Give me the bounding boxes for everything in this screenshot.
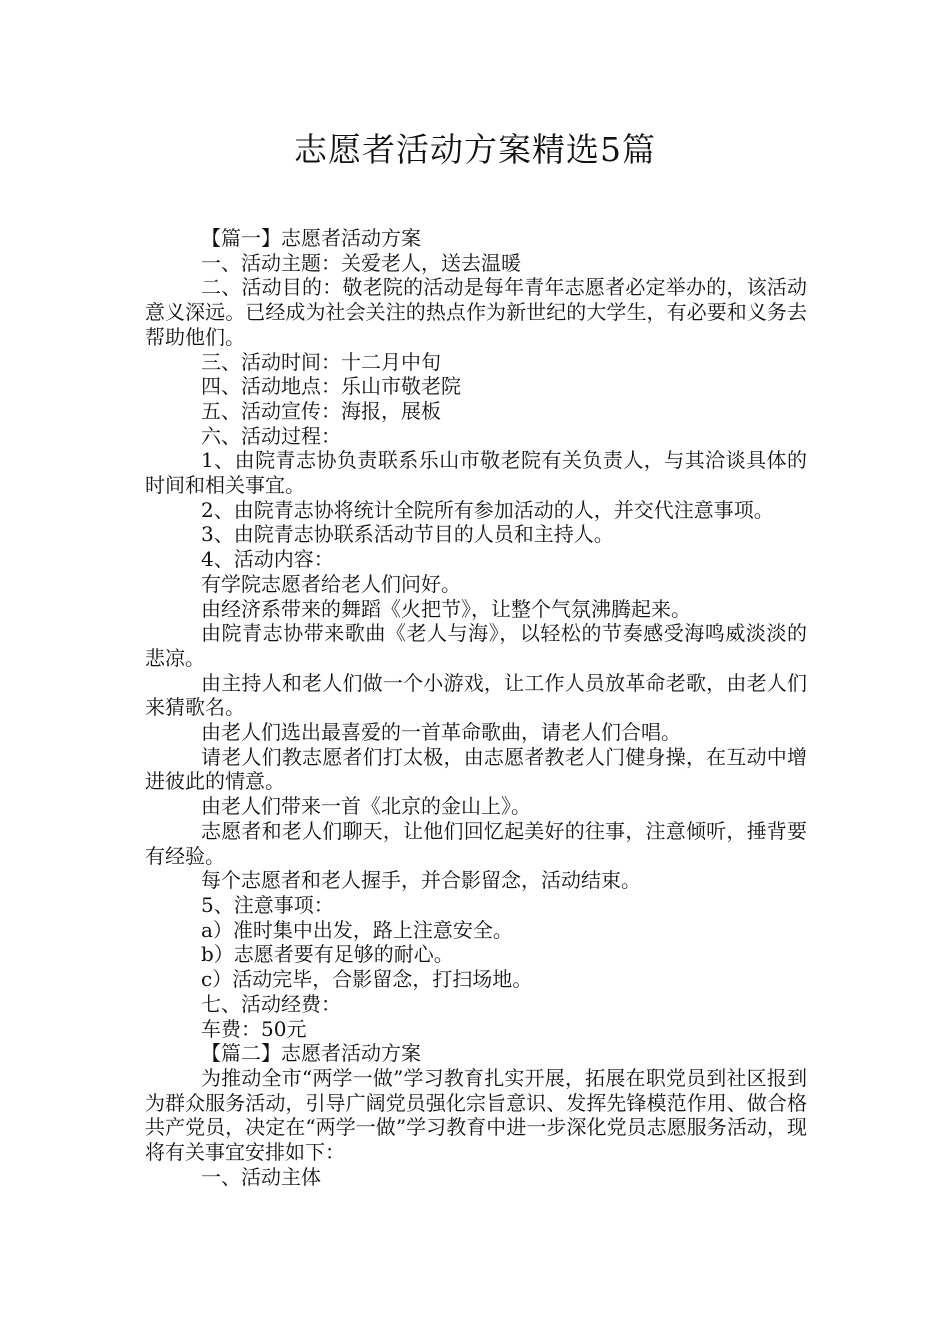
paragraph: 【篇二】志愿者活动方案: [201, 1041, 421, 1066]
document-title: 志愿者活动方案精选5篇: [294, 130, 656, 169]
paragraph: 请老人们教志愿者们打太极，由志愿者教老人门健身操，在互动中增进彼此的情意。: [145, 744, 807, 794]
paragraph: 由院青志协带来歌曲《老人与海》，以轻松的节奏感受海鸣威淡淡的悲凉。: [145, 621, 807, 670]
paragraph: 4、活动内容：: [201, 547, 334, 572]
paragraph: 1、由院青志协负责联系乐山市敬老院有关负责人，与其洽谈具体的时间和相关事宜。: [145, 448, 807, 498]
paragraph: 由老人们选出最喜爱的一首革命歌曲，请老人们合唱。: [201, 720, 681, 745]
paragraph: 有学院志愿者给老人们问好。: [201, 571, 461, 596]
paragraph: 每个志愿者和老人握手，并合影留念，活动结束。: [201, 868, 641, 893]
paragraph: 志愿者和老人们聊天，让他们回忆起美好的往事，注意倾听，捶背要有经验。: [145, 818, 807, 868]
paragraph: 由老人们带来一首《北京的金山上》。: [201, 794, 531, 819]
paragraph: 3、由院青志协联系活动节目的人员和主持人。: [201, 522, 614, 547]
paragraph: a）准时集中出发，路上注意安全。: [201, 917, 513, 942]
paragraph: 为推动全市“两学一做”学习教育扎实开展，拓展在职党员到社区报到为群众服务活动，引导广阔党员强化宗旨意识、发挥先锋模范作用、做合格共产党员，决定在“两学一做”学习教育中进一步深化党员志愿服务活动，现将有关事宜安排如下：: [145, 1065, 807, 1165]
paragraph: c）活动完毕，合影留念，打扫场地。: [201, 967, 533, 992]
paragraph: 一、活动主体: [201, 1164, 321, 1189]
paragraph: 七、活动经费：: [201, 991, 341, 1016]
paragraph: 由主持人和老人们做一个小游戏，让工作人员放革命老歌，由老人们来猜歌名。: [145, 670, 807, 720]
paragraph: 四、活动地点：乐山市敬老院: [201, 374, 461, 399]
paragraph: 车费：50元: [201, 1016, 307, 1041]
document-body: [145, 226, 807, 1189]
paragraph: 2、由院青志协将统计全院所有参加活动的人，并交代注意事项。: [201, 497, 774, 522]
paragraph: 三、活动时间：十二月中旬: [201, 349, 441, 374]
paragraph: b）志愿者要有足够的耐心。: [201, 942, 454, 967]
paragraph: 5、注意事项：: [201, 892, 334, 917]
paragraph: 六、活动过程：: [201, 423, 341, 448]
paragraph: 二、活动目的：敬老院的活动是每年青年志愿者必定举办的，该活动意义深远。已经成为社会关注的热点作为新世纪的大学生，有必要和义务去帮助他们。: [145, 275, 807, 349]
paragraph: 五、活动宣传：海报，展板: [201, 398, 441, 423]
paragraph: 由经济系带来的舞蹈《火把节》，让整个气氛沸腾起来。: [201, 596, 691, 621]
paragraph: 一、活动主题：关爱老人，送去温暖: [201, 250, 521, 275]
paragraph: 【篇一】志愿者活动方案: [201, 226, 421, 250]
